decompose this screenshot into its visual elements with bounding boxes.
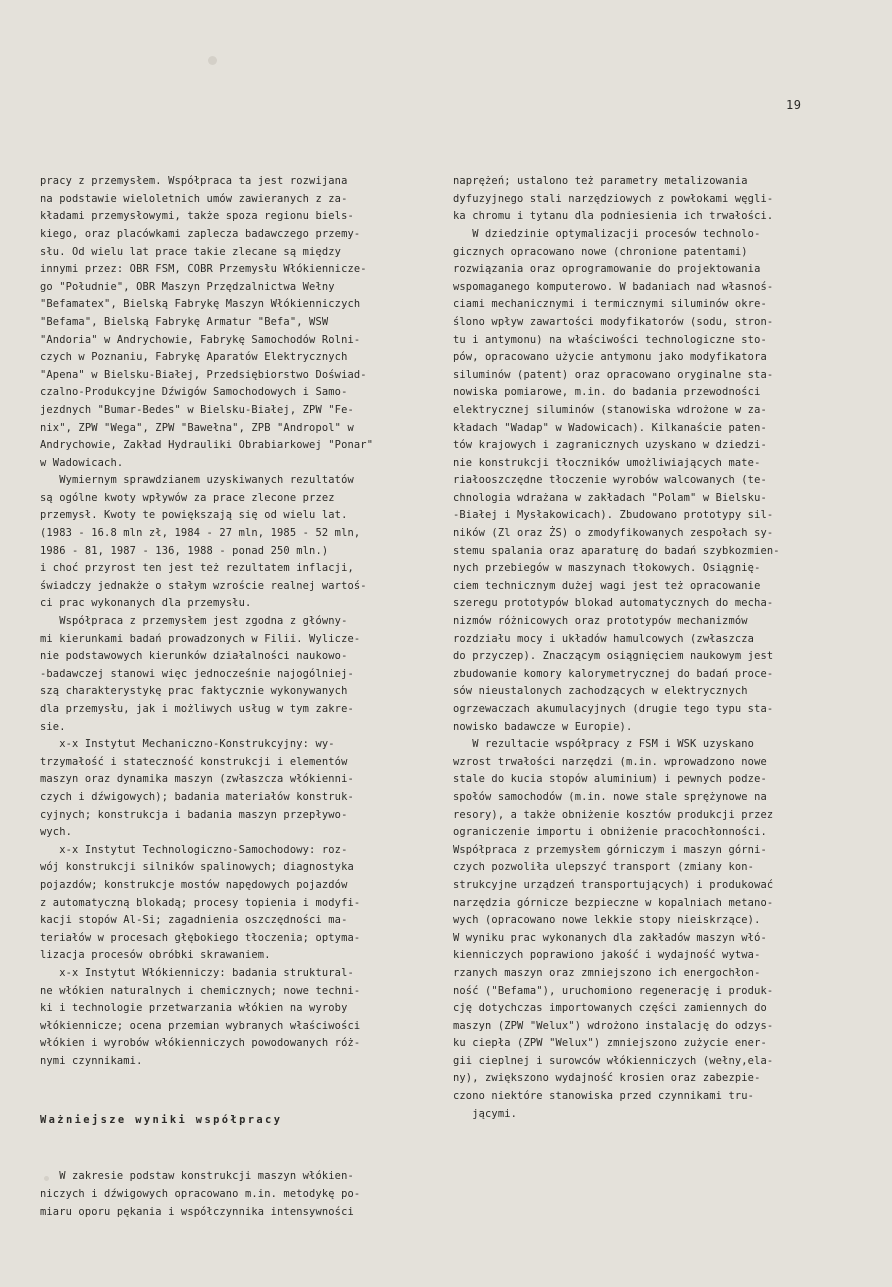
text-line: cję dotychczas importowanych części zamiennych do	[453, 1002, 767, 1015]
text-line: czych w Poznaniu, Fabrykę Aparatów Elektrycznych	[40, 351, 348, 364]
text-line: na podstawie wieloletnich umów zawieranych z za-	[40, 192, 348, 205]
text-line: siluminów (patent) oraz opracowano oryginalne sta-	[453, 368, 774, 381]
text-line: w Wadowicach.	[40, 456, 124, 469]
text-line: Współpraca z przemysłem jest zgodna z główny-	[40, 615, 348, 628]
text-line: (1983 - 16.8 mln zł, 1984 - 27 mln, 1985 - 52 mln,	[40, 527, 361, 540]
text-line: elektrycznej siluminów (stanowiska wdrożone w za-	[453, 403, 767, 416]
text-line: -badawczej stanowi więc jednocześnie najogólniej-	[40, 667, 354, 680]
text-line: kładach "Wadap" w Wadowicach). Kilkanaście paten-	[453, 421, 767, 434]
text-line: rozdziału mocy i układów hamulcowych (zwłaszcza	[453, 632, 755, 645]
text-line: x-x Instytut Mechaniczno-Konstrukcyjny: wy-	[40, 738, 335, 751]
text-line: wspomaganego komputerowo. W badaniach nad własnoś-	[453, 280, 774, 293]
right-body-text	[453, 173, 853, 1123]
text-line: x-x Instytut Technologiczno-Samochodowy: roz-	[40, 843, 348, 856]
text-line: innymi przez: OBR FSM, COBR Przemysłu Włókiennicze-	[40, 263, 367, 276]
text-line: W rezultacie współpracy z FSM i WSK uzyskano	[453, 738, 755, 751]
text-line: x-x Instytut Włókienniczy: badania struktural-	[40, 966, 354, 979]
text-line: go "Południe", OBR Maszyn Przędzalnictwa Wełny	[40, 280, 335, 293]
right-text-column	[453, 138, 853, 1141]
text-line: trzymałość i stateczność konstrukcji i elementów	[40, 755, 348, 768]
text-line: nymi czynnikami.	[40, 1054, 143, 1067]
text-line: ników (Zl oraz ŻS) o zmodyfikowanych zespołach sy-	[453, 527, 774, 540]
text-line: czych pozwoliła ulepszyć transport (zmiany kon-	[453, 861, 755, 874]
text-line: gicznych opracowano nowe (chronione patentami)	[453, 245, 748, 258]
text-line: ograniczenie importu i obniżenie pracochłonności.	[453, 826, 767, 839]
text-line: wzrost trwałości narzędzi (m.in. wprowadzono nowe	[453, 755, 767, 768]
text-line: nie podstawowych kierunków działalności naukowo-	[40, 650, 348, 663]
text-line: gii cieplnej i surowców włókienniczych (wełny,ela-	[453, 1054, 774, 1067]
text-line: Wymiernym sprawdzianem uzyskiwanych rezultatów	[40, 474, 354, 487]
text-line: wój konstrukcji silników spalinowych; diagnostyka	[40, 861, 354, 874]
text-line: ki i technologie przetwarzania włókien na wyroby	[40, 1002, 348, 1015]
text-line: riałooszczędne tłoczenie wyrobów walcowanych (te-	[453, 474, 767, 487]
text-line: słu. Od wielu lat prace takie zlecane są między	[40, 245, 342, 258]
text-line: świadczy jednakże o stałym wzroście realnej wartoś-	[40, 579, 367, 592]
page-number: 19	[786, 98, 802, 112]
text-line: ny), zwiększono wydajność krosien oraz zabezpie-	[453, 1072, 761, 1085]
text-line: nowisko badawcze w Europie).	[453, 720, 633, 733]
text-line: W zakresie podstaw konstrukcji maszyn włókien-	[40, 1170, 354, 1183]
text-line: pojazdów; konstrukcje mostów napędowych pojazdów	[40, 878, 348, 891]
text-line: "Befamatex", Bielską Fabrykę Maszyn Włókienniczych	[40, 298, 361, 311]
text-line: czalno-Produkcyjne Dźwigów Samochodowych i Samo-	[40, 386, 348, 399]
text-line: "Andoria" w Andrychowie, Fabrykę Samochodów Rolni-	[40, 333, 361, 346]
text-line: dla przemysłu, jak i możliwych usług w tym zakre-	[40, 703, 354, 715]
text-line: szeregu prototypów blokad automatycznych do mecha-	[453, 597, 774, 610]
text-line: stale do kucia stopów aluminium) i pewnych podze-	[453, 773, 767, 786]
text-line: lizacja procesów obróbki skrawaniem.	[40, 949, 271, 962]
text-line: i choć przyrost ten jest też rezultatem inflacji,	[40, 562, 354, 575]
text-line: teriałów w procesach głębokiego tłoczenia; optyma-	[40, 931, 361, 944]
text-line: szą charakterystykę prac faktycznie wykonywanych	[40, 685, 348, 698]
text-line: tu i antymonu) na właściwości technologiczne sto-	[453, 333, 767, 346]
text-line: miaru oporu pękania i współczynnika intensywności	[40, 1205, 354, 1218]
text-line: rzanych maszyn oraz zmniejszono ich energochłon-	[453, 966, 761, 979]
text-line: nowiska pomiarowe, m.in. do badania przewodności	[453, 386, 761, 399]
text-line: ciem technicznym dużej wagi jest też opracowanie	[453, 579, 761, 592]
text-line: tów krajowych i zagranicznych uzyskano w dziedzi-	[453, 439, 767, 452]
text-line: kienniczych poprawiono jakość i wydajność wytwa-	[453, 949, 761, 962]
text-line: ciami mechanicznymi i termicznymi siluminów okre-	[453, 298, 767, 311]
text-line: narzędzia górnicze bezpieczne w kopalniach metano-	[453, 896, 774, 909]
section-heading: Ważniejsze wyniki współpracy	[40, 1113, 283, 1126]
left-text-column	[40, 138, 420, 1239]
text-line: strukcyjne urządzeń transportujących) i produkować	[453, 878, 774, 891]
text-line: resory), a także obniżenie kosztów produkcji przez	[453, 808, 774, 821]
text-line: ne włókien naturalnych i chemicznych; nowe techni-	[40, 984, 361, 997]
text-line: przemysł. Kwoty te powiększają się od wielu lat.	[40, 509, 348, 522]
text-line: -Białej i Mysłakowicach). Zbudowano prototypy sil-	[453, 509, 774, 522]
paper-blemish	[208, 56, 217, 65]
text-line: nie konstrukcji tłoczników umożliwiających mate-	[453, 456, 761, 469]
text-line: ku ciepła (ZPW "Welux") zmniejszono zużycie ener-	[453, 1037, 767, 1050]
text-line: ogrzewaczach akumulacyjnych (drugie tego typu sta-	[453, 703, 774, 715]
text-line: niczych i dźwigowych opracowano m.in. metodykę po-	[40, 1188, 361, 1201]
text-line: kładami przemysłowymi, także spoza regionu biels-	[40, 210, 354, 223]
text-line: maszyn oraz dynamika maszyn (zwłaszcza włókienni-	[40, 773, 354, 786]
text-line: jezdnych "Bumar-Bedes" w Bielsku-Białej, ZPW "Fe-	[40, 403, 354, 416]
text-line: ka chromu i tytanu dla podniesienia ich trwałości.	[453, 210, 774, 223]
text-line: "Apena" w Bielsku-Białej, Przedsiębiorstwo Doświad-	[40, 368, 367, 381]
text-line: Andrychowie, Zakład Hydrauliki Obrabiarkowej "Ponar"	[40, 439, 374, 452]
left-body-text	[40, 173, 420, 1070]
text-line: mi kierunkami badań prowadzonych w Filii. Wylicze-	[40, 632, 361, 645]
text-line: zbudowanie komory kalorymetrycznej do badań proce-	[453, 667, 774, 680]
text-line: włókien i wyrobów włókienniczych powodowanych róż-	[40, 1037, 361, 1050]
text-line: nizmów różnicowych oraz prototypów mechanizmów	[453, 615, 748, 628]
text-line: ność ("Befama"), uruchomiono regenerację i produk-	[453, 984, 774, 997]
text-line: włókiennicze; ocena przemian wybranych właściwości	[40, 1019, 361, 1032]
text-line: chnologia wdrażana w zakładach "Polam" w Bielsku-	[453, 491, 767, 504]
text-line: wych.	[40, 826, 73, 839]
text-line: wych (opracowano nowe lekkie stopy nieiskrzące).	[453, 914, 761, 927]
text-line: sie.	[40, 720, 66, 733]
text-line: nych przebiegów w maszynach tłokowych. Osiągnię-	[453, 562, 761, 575]
text-line: W dziedzinie optymalizacji procesów technolo-	[453, 227, 761, 240]
text-line: społów samochodów (m.in. nowe stale sprężynowe na	[453, 790, 767, 803]
text-line: nix", ZPW "Wega", ZPW "Bawełna", ZPB "Andropol" w	[40, 421, 354, 434]
text-line: sów nieustalonych zachodzących w elektrycznych	[453, 685, 748, 698]
text-line: kacji stopów Al-Si; zagadnienia oszczędności ma-	[40, 914, 348, 927]
text-line: są ogólne kwoty wpływów za prace zlecone przez	[40, 491, 335, 504]
text-line: 1986 - 81, 1987 - 136, 1988 - ponad 250 mln.)	[40, 544, 329, 557]
text-line: czych i dźwigowych); badania materiałów konstruk-	[40, 790, 354, 803]
text-line: maszyn (ZPW "Welux") wdrożono instalację do odzys-	[453, 1019, 774, 1032]
text-line: "Befama", Bielską Fabrykę Armatur "Befa", WSW	[40, 315, 329, 328]
text-line: stemu spalania oraz aparaturę do badań szybkozmien-	[453, 544, 780, 557]
text-line: W wyniku prac wykonanych dla zakładów maszyn włó-	[453, 931, 767, 944]
text-line: do przyczep). Znaczącym osiągnięciem naukowym jest	[453, 650, 774, 663]
text-line: Współpraca z przemysłem górniczym i maszyn górni-	[453, 843, 767, 856]
text-line: naprężeń; ustalono też parametry metalizowania	[453, 175, 748, 188]
text-line: dyfuzyjnego stali narzędziowych z powłokami węgli-	[453, 192, 774, 205]
text-line: z automatyczną blokadą; procesy topienia i modyfi-	[40, 896, 361, 909]
text-line: pracy z przemysłem. Współpraca ta jest rozwijana	[40, 175, 348, 188]
text-line: ślono wpływ zawartości modyfikatorów (sodu, stron-	[453, 315, 774, 328]
left-body-text-continued	[40, 1168, 420, 1221]
text-line: jącymi.	[453, 1107, 518, 1120]
text-line: pów, opracowano użycie antymonu jako modyfikatora	[453, 351, 767, 364]
text-line: rozwiązania oraz oprogramowanie do projektowania	[453, 263, 761, 276]
text-line: czono niektóre stanowiska przed czynnikami tru-	[453, 1090, 755, 1103]
text-line: cyjnych; konstrukcja i badania maszyn przepływo-	[40, 808, 348, 821]
text-line: kiego, oraz placówkami zaplecza badawczego przemy-	[40, 227, 361, 240]
text-line: ci prac wykonanych dla przemysłu.	[40, 597, 252, 610]
